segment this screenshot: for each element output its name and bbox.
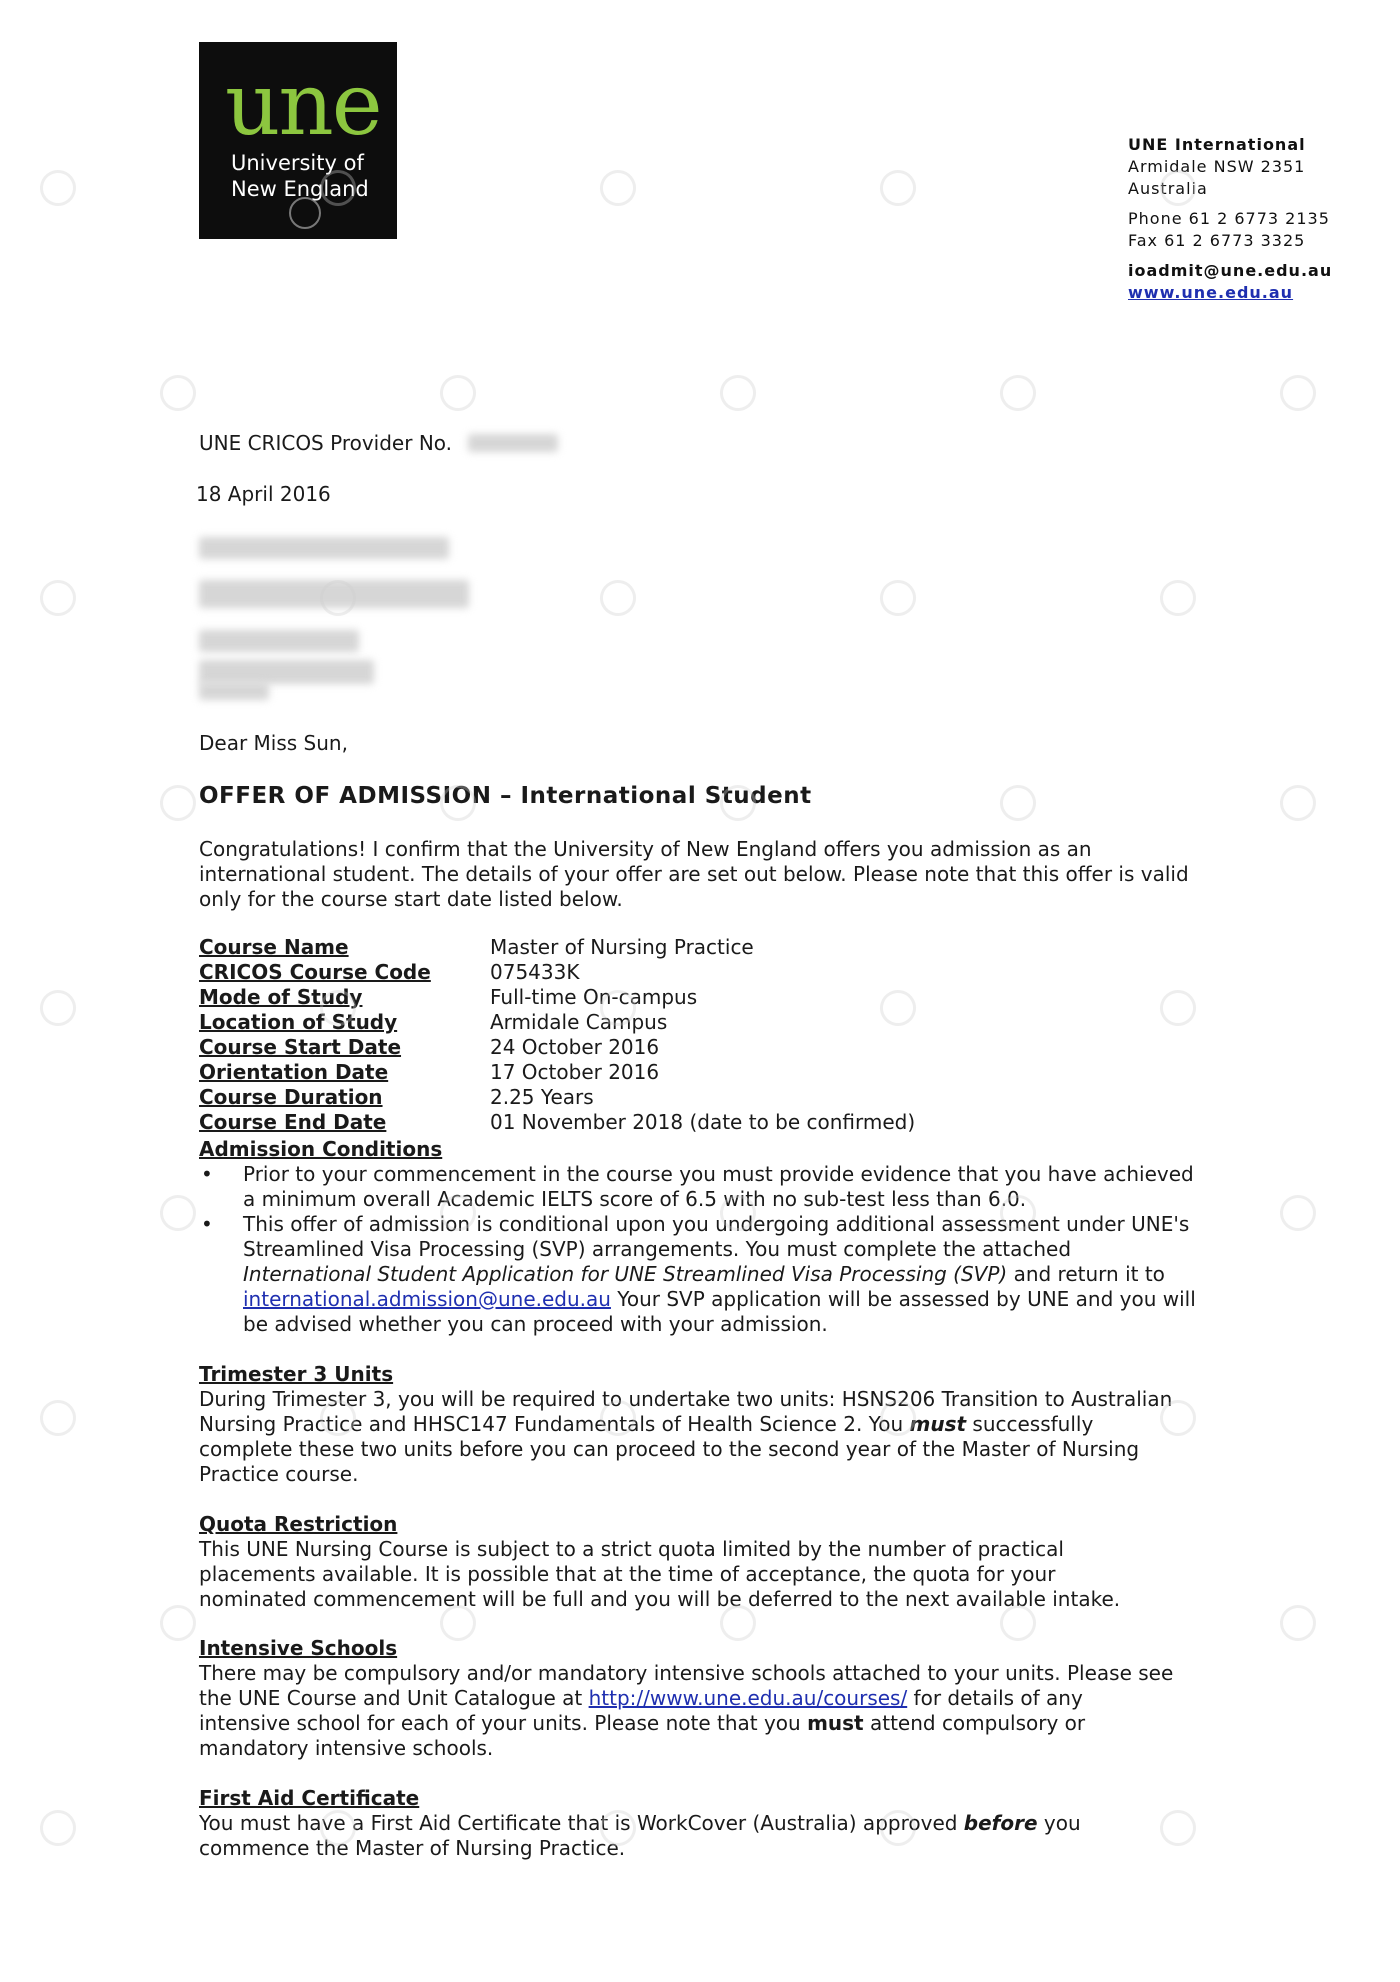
watermark-icon — [594, 164, 643, 213]
watermark-icon — [874, 574, 923, 623]
contact-fax: Fax 61 2 6773 3325 — [1128, 231, 1306, 250]
redacted-address-line — [199, 660, 374, 684]
watermark-icon — [34, 1804, 83, 1853]
detail-value: 075433K — [490, 960, 580, 984]
letter-title: OFFER OF ADMISSION – International Student — [199, 783, 812, 809]
contact-org: UNE International — [1128, 135, 1306, 154]
redacted-address-line — [199, 630, 359, 652]
bullet-icon: • — [201, 1212, 213, 1236]
detail-value: Master of Nursing Practice — [490, 935, 754, 959]
watermark-icon — [154, 1189, 203, 1238]
detail-value: 01 November 2018 (date to be confirmed) — [490, 1110, 916, 1134]
course-catalogue-link[interactable]: http://www.une.edu.au/courses/ — [588, 1686, 908, 1710]
salutation: Dear Miss Sun, — [199, 731, 348, 755]
detail-label: CRICOS Course Code — [199, 960, 431, 984]
redacted-address-line — [199, 537, 449, 559]
watermark-icon — [994, 779, 1043, 828]
watermark-icon — [154, 369, 203, 418]
contact-email: ioadmit@une.edu.au — [1128, 261, 1333, 280]
detail-value: 24 October 2016 — [490, 1035, 660, 1059]
intro-paragraph: Congratulations! I confirm that the University of New England offers you admission as an international student. The details of your offer are set out below. Please note that this offer is valid only for the course start date listed below. — [199, 837, 1189, 911]
first-aid-heading: First Aid Certificate — [199, 1786, 420, 1810]
list-item: • This offer of admission is conditional upon you undergoing additional assessment under UNE's Streamlined Visa Processing (SVP) arrangements. You must complete the attached International Student Application for UNE Streamlined Visa Processing (SVP) and return it to international.admission@une.edu.au Your SVP application will be assessed by UNE and you will be advised whether you can proceed with your admission. — [201, 1212, 1196, 1336]
watermark-icon — [434, 369, 483, 418]
letter-date: 18 April 2016 — [196, 482, 331, 506]
trimester-heading: Trimester 3 Units — [199, 1362, 394, 1386]
redacted-provider-number — [468, 434, 558, 452]
intensive-schools-heading: Intensive Schools — [199, 1636, 398, 1660]
first-aid-paragraph: You must have a First Aid Certificate that is WorkCover (Australia) approved before you commence the Master of Nursing Practice. — [199, 1811, 1081, 1860]
watermark-icon — [1154, 574, 1203, 623]
watermark-icon — [1274, 369, 1323, 418]
watermark-icon — [34, 574, 83, 623]
detail-value: Full-time On-campus — [490, 985, 698, 1009]
watermark-icon — [714, 369, 763, 418]
admission-conditions-list — [199, 1162, 1199, 1337]
logo-university-name: University of New England — [231, 151, 369, 201]
watermark-icon — [1154, 984, 1203, 1033]
contact-block — [1128, 134, 1378, 304]
detail-value: 17 October 2016 — [490, 1060, 660, 1084]
detail-label: Location of Study — [199, 1010, 398, 1034]
watermark-icon — [994, 369, 1043, 418]
detail-value: 2.25 Years — [490, 1085, 594, 1109]
watermark-icon — [874, 984, 923, 1033]
contact-website-link[interactable]: www.une.edu.au — [1128, 283, 1294, 302]
admission-email-link[interactable]: international.admission@une.edu.au — [243, 1287, 611, 1311]
watermark-icon — [1274, 1599, 1323, 1648]
une-logo — [199, 42, 397, 239]
bullet-icon: • — [201, 1162, 213, 1186]
watermark-icon — [34, 984, 83, 1033]
intensive-schools-paragraph: There may be compulsory and/or mandatory intensive schools attached to your units. Please see the UNE Course and Unit Catalogue at http://www.une.edu.au/courses/ for details of any intensive school for each of your units. Please note that you must attend compulsory or mandatory intensive schools. — [199, 1661, 1174, 1760]
seal-icon — [289, 197, 321, 229]
detail-label: Mode of Study — [199, 985, 363, 1009]
watermark-icon — [1154, 1804, 1203, 1853]
detail-label: Course Start Date — [199, 1035, 402, 1059]
watermark-icon — [154, 779, 203, 828]
quota-heading: Quota Restriction — [199, 1512, 398, 1536]
watermark-icon — [154, 1599, 203, 1648]
logo-wordmark: une — [225, 55, 381, 155]
cricos-provider-line: UNE CRICOS Provider No. — [199, 431, 453, 455]
watermark-icon — [1274, 1189, 1323, 1238]
redacted-address-line — [199, 580, 469, 608]
contact-address-line1: Armidale NSW 2351 — [1128, 157, 1306, 176]
detail-label: Course End Date — [199, 1110, 387, 1134]
watermark-icon — [874, 164, 923, 213]
detail-label: Orientation Date — [199, 1060, 389, 1084]
detail-label: Course Name — [199, 935, 349, 959]
quota-paragraph: This UNE Nursing Course is subject to a strict quota limited by the number of practical placements available. It is possible that at the time of acceptance, the quota for your nominated commencement will be full and you will be deferred to the next available intake. — [199, 1537, 1121, 1611]
redacted-address-line — [199, 682, 269, 700]
detail-value: Armidale Campus — [490, 1010, 668, 1034]
watermark-icon — [34, 1394, 83, 1443]
watermark-icon — [594, 574, 643, 623]
detail-label: Course Duration — [199, 1085, 383, 1109]
contact-phone: Phone 61 2 6773 2135 — [1128, 209, 1330, 228]
contact-address-line2: Australia — [1128, 179, 1208, 198]
list-item: • Prior to your commencement in the course you must provide evidence that you have achieved a minimum overall Academic IELTS score of 6.5 with no sub-test less than 6.0. — [201, 1162, 1194, 1211]
watermark-icon — [1274, 779, 1323, 828]
admission-conditions-heading: Admission Conditions — [199, 1137, 443, 1161]
trimester-paragraph: During Trimester 3, you will be required to undertake two units: HSNS206 Transition to Australian Nursing Practice and HHSC147 Fundamentals of Health Science 2. You must successfully complete these two units before you can proceed to the second year of the Master of Nursing Practice course. — [199, 1387, 1173, 1486]
watermark-icon — [34, 164, 83, 213]
